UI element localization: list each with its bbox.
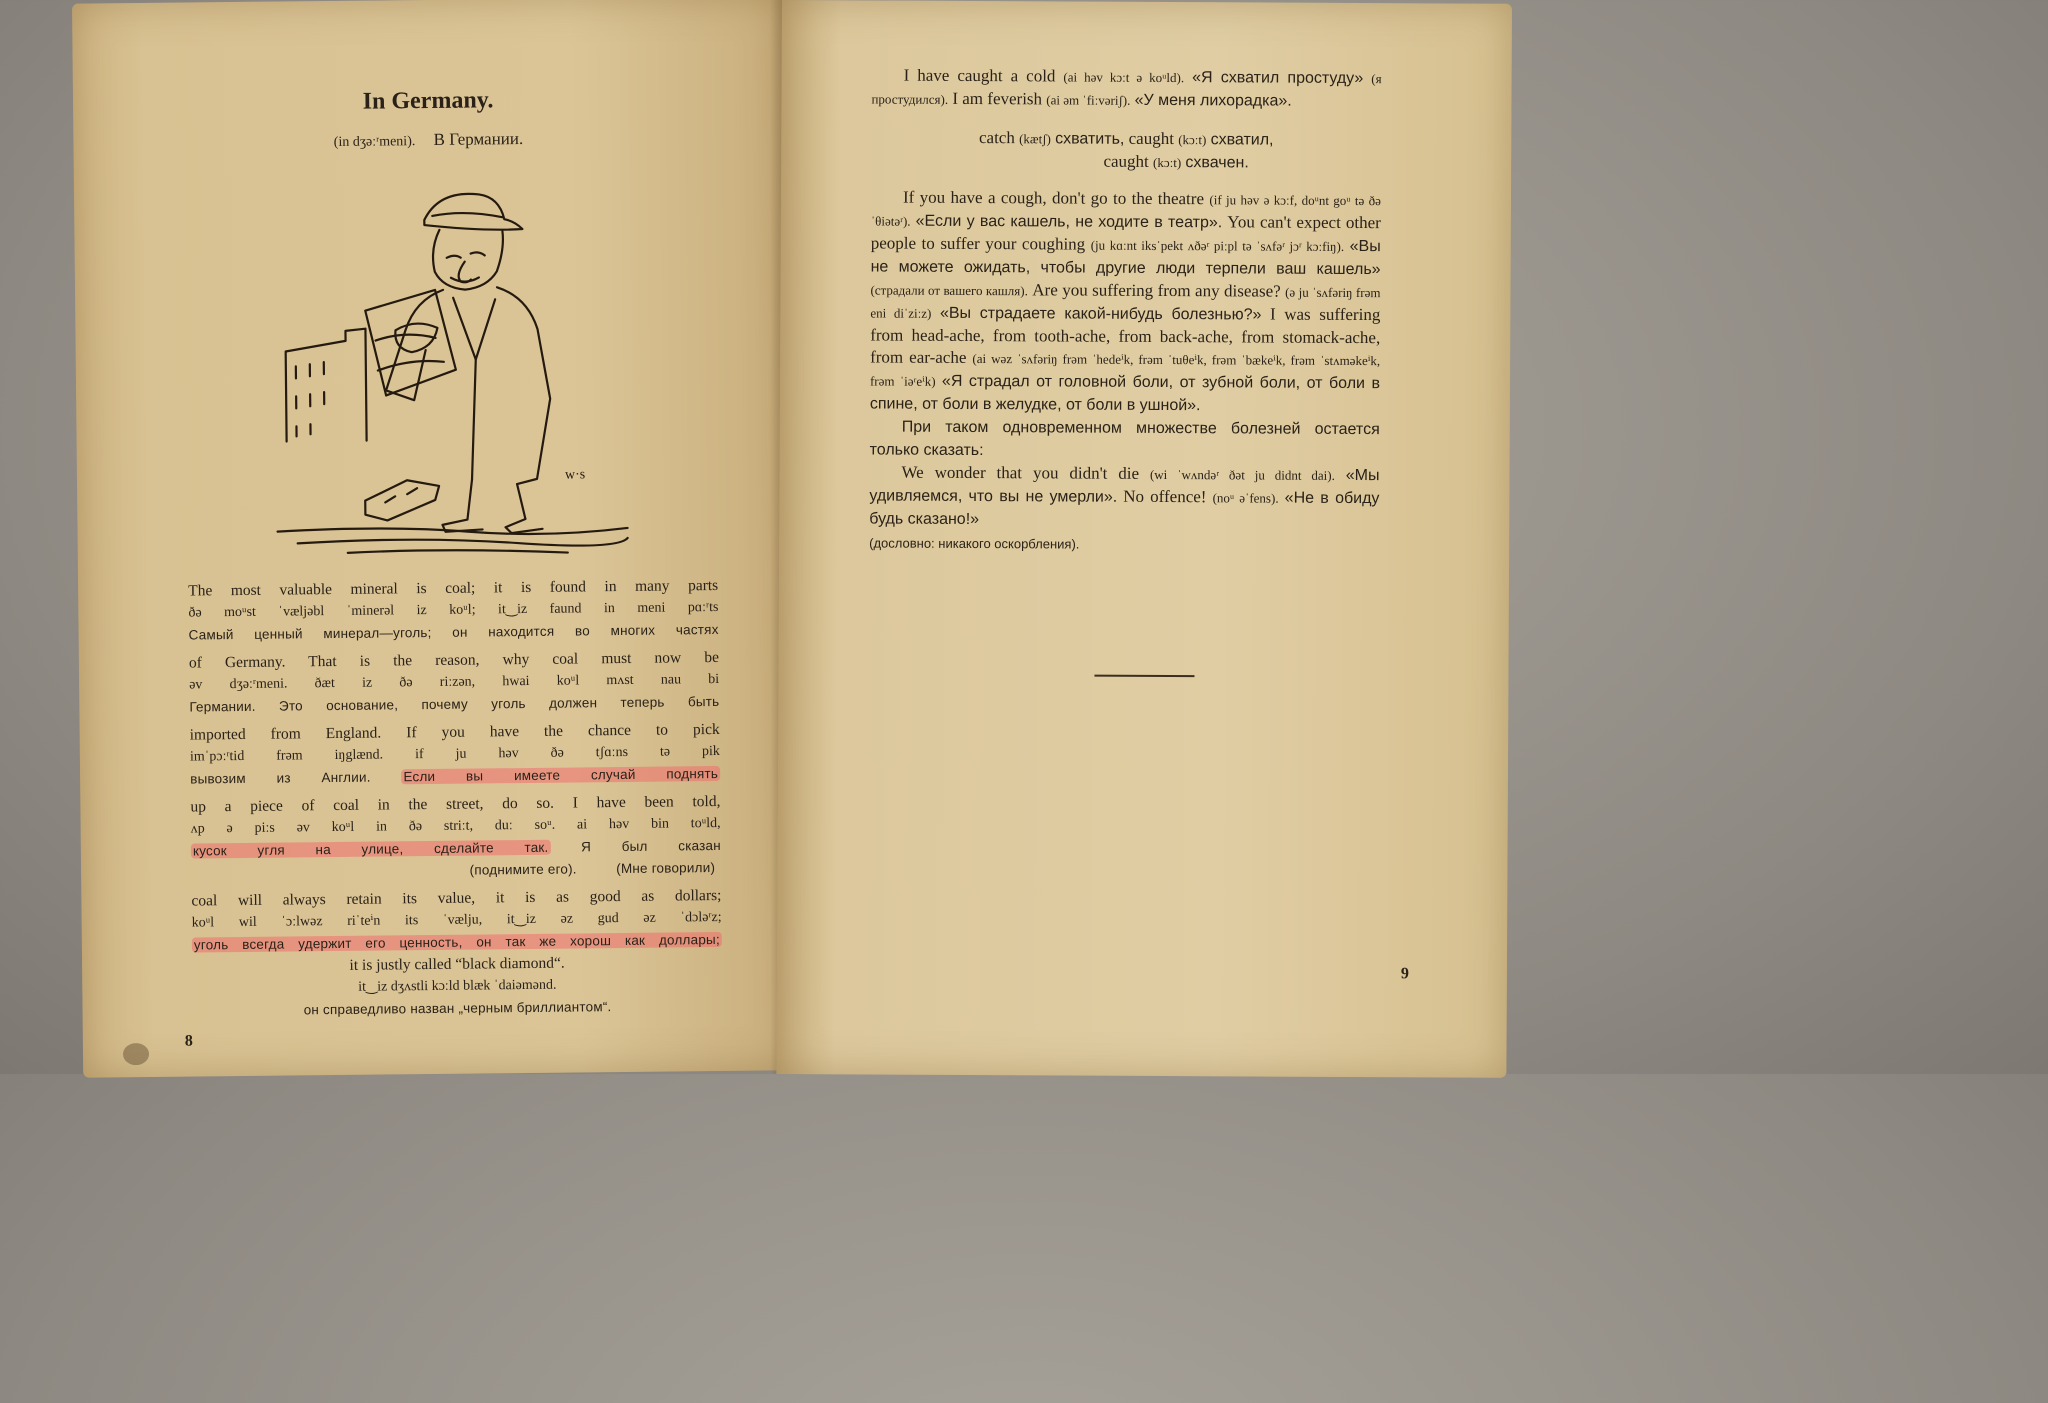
package-shape <box>365 290 456 396</box>
cartoon-illustration <box>264 178 638 572</box>
rp1-english-b: I am feverish <box>952 88 1043 109</box>
rp1-note-a: (я простудился). <box>871 71 1382 107</box>
rp4-english-b: No offence! <box>1123 486 1207 507</box>
vocab-caught-ru: схватил, <box>1210 131 1274 149</box>
page-number-right: 9 <box>1400 965 1409 983</box>
p4-transcription: ʌp ə piːs əv koᵘl in ðə striːt, duː soᵘ. ai həv bin toᵘld, <box>190 815 721 837</box>
p5-russian-highlight: уголь всегда удержит его ценность, он так же хорош как доллары; <box>193 931 720 953</box>
rp2-english-b: You can't expect other people to suffer your coughing <box>870 212 1381 254</box>
coal-on-ground <box>365 480 439 521</box>
rp2-note-b: (страдали от вашего кашля). <box>870 282 1028 299</box>
vocab-line-2 <box>871 149 1381 175</box>
chapter-title: In Germany. <box>362 87 494 115</box>
hat-shape <box>424 193 522 230</box>
rp2-english-d: I was suffering from head-ache, from tooth-ache, from back-ache, from stomack-ache, from ear-ache <box>870 304 1381 367</box>
p4-russian-note2: (Мне говорили) <box>616 860 716 877</box>
rp1-english-a: I have caught a cold <box>903 65 1056 86</box>
rp1-russian-a: «Я схватил простуду» <box>1192 69 1364 88</box>
p3-russian-plain: вывозим из Англии. <box>190 769 371 787</box>
rp-paragraph-4 <box>869 461 1379 533</box>
rp2-english-c: Are you suffering from any disease? <box>1032 280 1281 301</box>
vocabulary-box <box>871 126 1381 175</box>
p5-english: coal will always retain its value, it is as good as dollars; <box>191 886 722 910</box>
vocab-caught2-tr: (kɔːt) <box>1153 154 1182 171</box>
p2-russian: Германии. Это основание, почему уголь должен теперь быть <box>189 693 720 715</box>
rp2-transcription-a: (if ju həv ə kɔːf, doᵘnt goᵘ tə ðə ˈθiətəʳ). <box>870 192 1382 229</box>
subtitle-transcription: (in dʒəːʳmeni). <box>333 134 416 150</box>
rp-paragraph-3 <box>870 415 1380 464</box>
chapter-subtitle <box>73 126 783 153</box>
p1-transcription: ðə moᵘst ˈvæljəbl ˈminerəl iz koᵘl; it‿iz faund in meni pɑːʳts <box>188 599 719 621</box>
vocab-line-1 <box>871 126 1381 152</box>
p4-english: up a piece of coal in the street, do so. I have been told, <box>190 792 721 816</box>
page-number-left: 8 <box>184 1032 193 1050</box>
rp4-russian-a: «Мы удивляемся, что вы не умерли». <box>869 466 1380 506</box>
left-page <box>72 0 793 1078</box>
illustration-signature: w·s <box>564 467 586 483</box>
right-body-text <box>869 64 1382 557</box>
vocab-caught-tr: (kɔːt) <box>1178 132 1207 148</box>
p1-russian: Самый ценный минерал—уголь; он находится во многих частях <box>188 621 719 643</box>
vocab-catch: catch <box>978 128 1015 148</box>
p4-russian-note: (поднимите его). <box>469 861 577 878</box>
rp2-russian-b: «Вы не можете ожидать, чтобы другие люди терпели ваш кашель» <box>870 237 1381 279</box>
p2-transcription: əv dʒəːʳmeni. ðæt iz ðə riːzən, hwai koᵘl mʌst nau bi <box>189 671 720 693</box>
p2-english: of Germany. That is the reason, why coal must now be <box>188 648 719 672</box>
vocab-caught: caught <box>1128 128 1175 149</box>
p6-russian: он справедливо назван „черным бриллиантом“. <box>303 999 612 1018</box>
rp-paragraph-2 <box>870 186 1381 418</box>
vocab-catch-tr: (kætʃ) <box>1019 131 1051 147</box>
right-page <box>776 0 1512 1078</box>
p3-transcription: imˈpɔːʳtid frəm iŋglænd. if ju həv ðə tʃɑːns tə pik <box>189 743 720 765</box>
p3-russian-highlight: Если вы имеете случай поднять <box>403 765 719 785</box>
rp2-russian-c: «Вы страдаете какой-нибудь болезнью?» <box>939 304 1262 324</box>
paper-stain <box>123 1043 149 1065</box>
rp4-russian-b: «Не в обиду будь сказано!» <box>869 489 1380 529</box>
p6-english: it is justly called “black diamond“. <box>349 954 565 974</box>
p6-transcription: it‿iz dʒʌstli kɔːld blæk ˈdaiəmənd. <box>358 977 557 995</box>
vocab-caught2-ru: схвачен. <box>1185 154 1249 172</box>
rp3-russian: При таком одновременном множестве болезней остается только сказать: <box>869 418 1380 460</box>
rp4-transcription-b: (noᵘ əˈfens). <box>1212 490 1279 506</box>
vocab-caught2: caught <box>1103 151 1149 171</box>
rp2-transcription-b: (ju kɑːnt iksˈpekt ʌðəʳ piːpl tə ˈsʌfəʳ jɔʳ kɔːfiŋ). <box>1090 237 1345 254</box>
left-body-text <box>188 575 723 1023</box>
rp2-english-a: If you have a cough, don't go to the theatre <box>902 187 1205 209</box>
p3-english: imported from England. If you have the chance to pick <box>189 720 720 744</box>
p4-russian-highlight: кусок угля на улице, сделайте так. <box>192 839 549 859</box>
building-outline <box>285 329 366 442</box>
vocab-catch-ru: схватить, <box>1055 130 1125 148</box>
rp1-transcription-b: (ai əm ˈfiːvəriʃ). <box>1046 92 1131 108</box>
p5-transcription: koᵘl wil ˈɔːlwəz riˈteⁱn its ˈvælju, it‿iz əz gud əz ˈdɔləʳz; <box>191 909 722 931</box>
p1-english: The most valuable mineral is coal; it is found in many parts <box>188 576 719 600</box>
rp2-transcription-c: (ə ju ˈsʌfəriŋ frəm eni diˈziːz) <box>870 284 1381 321</box>
rp4-transcription-a: (wi ˈwʌndəʳ ðət ju didnt dai). <box>1149 466 1335 483</box>
section-divider <box>1094 675 1194 678</box>
rp-paragraph-1 <box>871 64 1381 113</box>
subtitle-russian: В Германии. <box>433 129 524 149</box>
rp1-russian-b: «У меня лихорадка». <box>1134 91 1292 110</box>
rp2-russian-d: «Я страдал от головной боли, от зубной боли, от боли в спине, от боли в желудке, от боли в ушной». <box>869 372 1381 415</box>
rp4-note: (дословно: никакого оскорбления). <box>869 535 1080 552</box>
p4-russian-plain: Я был сказан <box>580 837 721 855</box>
rp2-russian-a: «Если у вас кашель, не ходите в театр». <box>915 212 1223 232</box>
rp4-english-a: We wonder that you didn't die <box>901 462 1140 483</box>
rp1-transcription-a: (ai həv kɔːt ə koᵘld). <box>1063 69 1185 86</box>
rp2-transcription-d: (ai wəz ˈsʌfəriŋ frəm ˈhedeⁱk, frəm ˈtuθeⁱk, frəm ˈbækeⁱk, frəm ˈstʌməkeⁱk, frəm ˈiəʳeⁱk) <box>869 351 1381 389</box>
